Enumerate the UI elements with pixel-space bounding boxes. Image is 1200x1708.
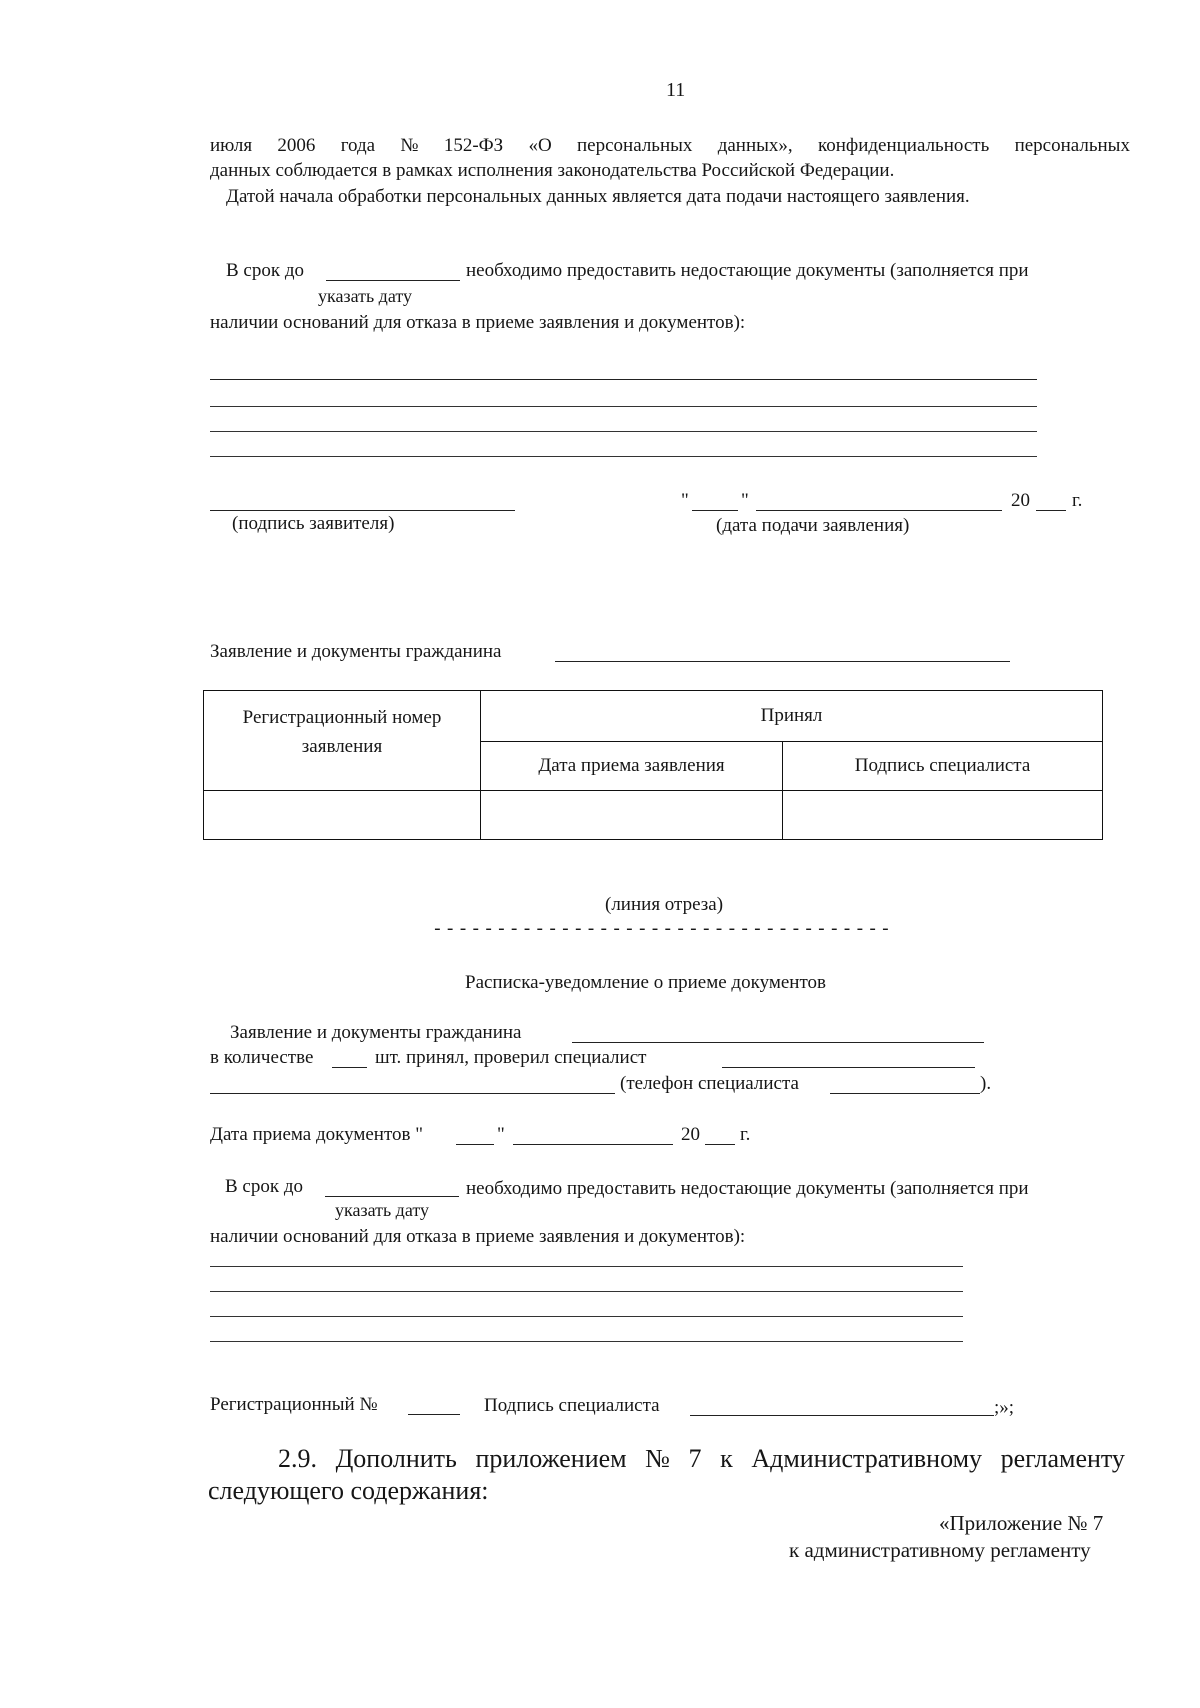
reg-number-cell[interactable] bbox=[204, 791, 481, 840]
intro-line-3: Датой начала обработки персональных данных является дата подачи настоящего заявления. bbox=[226, 186, 970, 207]
specialist-signature-field[interactable] bbox=[690, 1415, 994, 1416]
clause-word: регламенту bbox=[1000, 1444, 1125, 1473]
cut-line: ------------------------------------ bbox=[432, 920, 893, 940]
clause-word: Дополнить bbox=[335, 1444, 457, 1473]
specialist-signature-header: Подпись специалиста bbox=[783, 742, 1103, 791]
receipt-month-field[interactable] bbox=[513, 1144, 673, 1145]
intro-line-2: данных соблюдается в рамках исполнения законодательства Российской Федерации. bbox=[210, 160, 895, 181]
clause-word: 2.9. bbox=[278, 1444, 317, 1473]
phone-label: (телефон специалиста bbox=[620, 1073, 799, 1094]
clause-line-2: следующего содержания: bbox=[208, 1476, 489, 1505]
receipt-deadline-hint: указать дату bbox=[335, 1200, 429, 1220]
missing-docs-line-3[interactable] bbox=[210, 431, 1037, 432]
reg-number-label: Регистрационный № bbox=[210, 1394, 378, 1415]
intro-word: 2006 bbox=[277, 135, 316, 156]
quantity-suffix: шт. принял, проверил специалист bbox=[375, 1047, 647, 1068]
intro-word: № bbox=[400, 135, 419, 156]
appendix-line-1: «Приложение № 7 bbox=[939, 1511, 1104, 1535]
clause-word: Административному bbox=[751, 1444, 983, 1473]
reg-number-header: Регистрационный номер заявления bbox=[204, 691, 481, 791]
receipt-deadline-field[interactable] bbox=[325, 1196, 459, 1197]
intro-word: персональных bbox=[1014, 135, 1130, 156]
receipt-missing-line-4[interactable] bbox=[210, 1341, 963, 1342]
receipt-missing-line-2[interactable] bbox=[210, 1291, 963, 1292]
receipt-year-suffix: г. bbox=[740, 1124, 751, 1145]
citizen-docs-label: Заявление и документы гражданина bbox=[210, 641, 502, 662]
specialist-name-field-2[interactable] bbox=[210, 1093, 615, 1094]
deadline-continuation: наличии оснований для отказа в приеме заявления и документов): bbox=[210, 312, 746, 333]
receipt-missing-line-1[interactable] bbox=[210, 1266, 963, 1267]
date-year-field[interactable] bbox=[1036, 510, 1066, 511]
receipt-deadline-continuation: наличии оснований для отказа в приеме заявления и документов): bbox=[210, 1226, 746, 1247]
receipt-docs-label: Заявление и документы гражданина bbox=[230, 1022, 522, 1043]
intro-word: года bbox=[340, 135, 376, 156]
clause-word: № bbox=[645, 1444, 670, 1473]
applicant-signature-caption: (подпись заявителя) bbox=[232, 513, 395, 534]
applicant-signature-line[interactable] bbox=[210, 510, 515, 511]
date-year-prefix: 20 bbox=[1011, 490, 1030, 511]
phone-end: ). bbox=[980, 1073, 992, 1094]
intro-word: конфиденциальность bbox=[817, 135, 990, 156]
date-day-field[interactable] bbox=[692, 510, 738, 511]
receipt-deadline-prefix: В срок до bbox=[225, 1176, 304, 1197]
specialist-name-field[interactable] bbox=[722, 1067, 975, 1068]
reg-number-field[interactable] bbox=[408, 1414, 460, 1415]
cut-line-label: (линия отреза) bbox=[605, 894, 724, 915]
clause-line-1 bbox=[278, 1446, 1125, 1472]
phone-field[interactable] bbox=[830, 1093, 980, 1094]
receipt-year-prefix: 20 bbox=[681, 1124, 700, 1145]
intro-line-1 bbox=[210, 136, 1130, 155]
quantity-field[interactable] bbox=[332, 1067, 367, 1068]
receipt-deadline-suffix: необходимо предоставить недостающие документы (заполняется при bbox=[466, 1178, 1029, 1199]
intro-word: «О bbox=[528, 135, 552, 156]
receipt-year-field[interactable] bbox=[705, 1144, 735, 1145]
date-month-field[interactable] bbox=[756, 510, 1002, 511]
receipt-day-field[interactable] bbox=[456, 1144, 494, 1145]
receipt-date-label: Дата приема документов " bbox=[210, 1124, 423, 1145]
specialist-signature-label: Подпись специалиста bbox=[484, 1395, 660, 1416]
receipt-date-quote-close: " bbox=[497, 1124, 505, 1145]
clause-word: к bbox=[720, 1444, 733, 1473]
clause-word: приложением bbox=[475, 1444, 627, 1473]
registration-table bbox=[203, 690, 1103, 840]
specialist-signature-cell[interactable] bbox=[783, 791, 1103, 840]
receipt-date-header: Дата приема заявления bbox=[481, 742, 783, 791]
deadline-date-field[interactable] bbox=[326, 280, 460, 281]
date-quote-close: " bbox=[741, 490, 749, 511]
missing-docs-line-1[interactable] bbox=[210, 379, 1037, 380]
deadline-prefix: В срок до bbox=[226, 260, 305, 281]
submission-date-caption: (дата подачи заявления) bbox=[716, 515, 910, 536]
deadline-hint: указать дату bbox=[318, 286, 412, 306]
receipt-closing: ;»; bbox=[994, 1397, 1015, 1418]
receipt-missing-line-3[interactable] bbox=[210, 1316, 963, 1317]
receipt-citizen-name-field[interactable] bbox=[572, 1042, 984, 1043]
missing-docs-line-2[interactable] bbox=[210, 406, 1037, 407]
receipt-date-cell[interactable] bbox=[481, 791, 783, 840]
deadline-suffix: необходимо предоставить недостающие документы (заполняется при bbox=[466, 260, 1029, 281]
clause-word: 7 bbox=[688, 1444, 702, 1473]
intro-word: персональных bbox=[577, 135, 693, 156]
intro-word: 152-ФЗ bbox=[443, 135, 504, 156]
appendix-line-2: к административному регламенту bbox=[789, 1538, 1091, 1562]
intro-word: июля bbox=[210, 135, 253, 156]
citizen-name-field[interactable] bbox=[555, 661, 1010, 662]
page-number: 11 bbox=[666, 79, 686, 101]
date-year-suffix: г. bbox=[1072, 490, 1083, 511]
date-quote-open: " bbox=[681, 490, 689, 511]
receipt-title: Расписка-уведомление о приеме документов bbox=[465, 972, 826, 993]
quantity-prefix: в количестве bbox=[210, 1047, 314, 1068]
received-group-header: Принял bbox=[481, 691, 1103, 742]
intro-word: данных», bbox=[717, 135, 793, 156]
missing-docs-line-4[interactable] bbox=[210, 456, 1037, 457]
